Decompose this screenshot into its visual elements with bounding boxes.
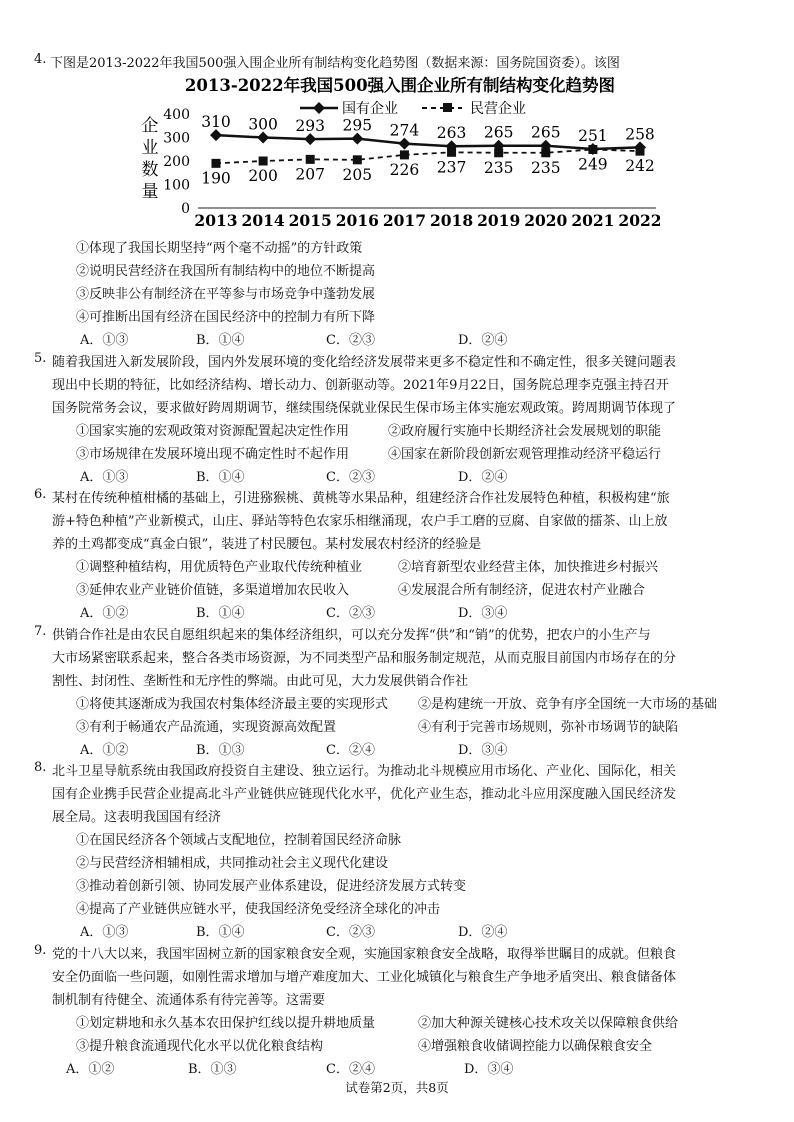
- point-private: [447, 148, 456, 157]
- legend-label-private: 民营企业: [470, 101, 526, 117]
- question-number: 4.: [34, 52, 47, 67]
- data-label-private: 242: [625, 157, 655, 176]
- statement-4: ④发展混合所有制经济，促进农村产业融合: [398, 583, 646, 598]
- data-label-private: 205: [342, 165, 373, 184]
- question-stem-line-2: 游+特色种植”产业新模式，山庄、驿站等特色农家乐相继涌现，农户手工磨的豆腐、自家做的擂茶、山上放: [52, 514, 668, 529]
- data-label-private: 235: [530, 158, 561, 177]
- question-stem-line-1: 党的十八大以来，我国牢固树立新的国家粮食安全观，实施国家粮食安全战略，取得举世瞩目的成就。但粮食: [52, 947, 677, 962]
- question-stem-line-1: 北斗卫星导航系统由我国政府投资自主建设、独立运行。为推动北斗规模应用市场化、产业化、国际化，相关: [52, 764, 677, 779]
- option-a[interactable]: A．①②: [80, 606, 129, 621]
- option-a[interactable]: A．①③: [80, 333, 129, 348]
- x-tick-label: 2019: [477, 211, 521, 230]
- question-stem-line-3: 养的土鸡都变成“真金白银”，装进了村民腰包。某村发展农村经济的经验是: [52, 537, 482, 552]
- option-b[interactable]: B．①④: [196, 470, 245, 485]
- statement-4: ④可推断出国有经济在国民经济中的控制力有所下降: [76, 310, 376, 325]
- point-private: [541, 148, 550, 157]
- statement-1: ①国家实施的宏观政策对资源配置起决定性作用: [76, 424, 350, 439]
- data-label-state: 295: [342, 116, 373, 135]
- question-stem-line-1: 随着我国进入新发展阶段，国内外发展环境的变化给经济发展带来更多不稳定性和不确定性，很多关键问题表: [52, 355, 677, 370]
- option-a[interactable]: A．①③: [80, 925, 129, 940]
- statement-4: ④国家在新阶段创新宏观管理推动经济平稳运行: [388, 447, 662, 462]
- data-label-private: 207: [295, 165, 326, 184]
- y-axis-label-char: 数: [141, 160, 159, 180]
- option-c[interactable]: C．②④: [326, 1062, 375, 1077]
- option-d[interactable]: D．③④: [464, 1062, 514, 1077]
- option-b[interactable]: B．①④: [196, 333, 245, 348]
- statement-2: ②与民营经济相辅相成，共同推动社会主义现代化建设: [76, 856, 389, 871]
- data-label-private: 226: [389, 160, 420, 179]
- y-axis-label: [142, 116, 159, 202]
- statement-2: ②说明民营经济在我国所有制结构中的地位不断提高: [76, 264, 376, 279]
- legend: [300, 100, 526, 117]
- statement-4: ④增强粮食收储调控能力以确保粮食安全: [418, 1039, 653, 1054]
- data-label-private: 235: [483, 158, 514, 177]
- data-label-state: 274: [389, 121, 420, 140]
- y-axis-label-char: 量: [141, 182, 159, 202]
- x-tick-label: 2013: [194, 211, 238, 230]
- statement-1: ①体现了我国长期坚持“两个毫不动摇”的方针政策: [76, 241, 363, 256]
- statement-2: ②政府履行实施中长期经济社会发展规划的职能: [388, 424, 662, 439]
- statement-3: ③有利于畅通农产品流通，实现资源高效配置: [76, 720, 337, 735]
- question-stem-line-3: 制机制有待健全、流通体系有待完善等。这需要: [52, 993, 326, 1008]
- legend-marker-state: [313, 102, 325, 114]
- x-tick-label: 2014: [241, 211, 285, 230]
- data-label-state: 251: [578, 127, 608, 146]
- statement-1: ①划定耕地和永久基本农田保护红线以提升耕地质量: [76, 1016, 376, 1031]
- question-stem-line-3: 割性、封闭性、垄断性和无序性的弊端。由此可见，大力发展供销合作社: [52, 674, 469, 689]
- data-label-private: 190: [201, 169, 231, 188]
- statement-1: ①将使其逐渐成为我国农村集体经济最主要的实现形式: [76, 697, 389, 712]
- point-private: [259, 157, 268, 166]
- question-number: 8.: [34, 760, 47, 775]
- option-a[interactable]: A．①②: [66, 1062, 115, 1077]
- point-private: [306, 155, 315, 164]
- point-private: [353, 155, 362, 164]
- data-label-state: 265: [530, 123, 561, 142]
- option-c[interactable]: C．②③: [326, 606, 375, 621]
- x-tick-label: 2022: [618, 211, 660, 230]
- option-d[interactable]: D．②④: [458, 333, 508, 348]
- series-layer: [201, 113, 655, 187]
- option-a[interactable]: A．①③: [80, 470, 129, 485]
- x-tick-label: 2016: [335, 211, 379, 230]
- question-number: 6.: [34, 487, 47, 502]
- point-private: [212, 159, 221, 168]
- option-b[interactable]: B．①④: [196, 925, 245, 940]
- series-line-state: [216, 135, 640, 149]
- x-tick-label: 2020: [524, 211, 568, 230]
- y-tick-label: 200: [163, 154, 190, 170]
- statement-2: ②是构建统一开放、竞争有序全国统一大市场的基础: [418, 697, 718, 712]
- statement-2: ②加大种源关键核心技术攻关以保障粮食供给: [418, 1016, 679, 1031]
- page-footer: 试卷第2页，共8页: [345, 1080, 449, 1095]
- y-tick-label: 0: [181, 201, 190, 217]
- data-label-state: 293: [295, 117, 326, 136]
- data-label-state: 310: [201, 113, 231, 132]
- line-chart: [140, 74, 660, 232]
- statement-4: ④提高了产业链供应链水平，使我国经济免受经济全球化的冲击: [76, 902, 441, 917]
- y-axis-label-char: 业: [141, 138, 159, 158]
- ownership-trend-chart: [140, 74, 660, 232]
- y-tick-label: 300: [163, 130, 190, 147]
- question-stem-line-2: 现出中长期的特征，比如经济结构、增长动力、创新驱动等。2021年9月22日，国务院总理李克强主持召开: [52, 378, 669, 393]
- legend-label-state: 国有企业: [342, 101, 398, 117]
- question-stem-line-2: 国有企业携手民营企业提高北斗产业链供应链现代化水平，优化产业生态，推动北斗应用深度融入国民经济发: [52, 787, 677, 802]
- question-stem-line-2: 大市场紧密联系起来，整合各类市场资源，为不同类型产品和服务制定规范，从而克服目前国内市场存在的分: [52, 651, 677, 666]
- option-c[interactable]: C．②③: [326, 333, 375, 348]
- statement-3: ③反映非公有制经济在平等参与市场竞争中蓬勃发展: [76, 287, 376, 302]
- data-label-state: 300: [248, 115, 278, 134]
- y-tick-label: 400: [163, 107, 190, 123]
- question-stem-line-3: 国务院常务会议，要求做好跨周期调节，继续围绕保就业保民生保市场主体实施宏观政策。跨周期调节体现了: [52, 401, 677, 416]
- statement-2: ②培育新型农业经营主体，加快推进乡村振兴: [398, 560, 659, 575]
- data-label-private: 200: [248, 167, 278, 185]
- option-d[interactable]: D．③④: [458, 743, 508, 758]
- option-b[interactable]: B．①④: [196, 606, 245, 621]
- option-c[interactable]: C．②③: [326, 470, 375, 485]
- option-a[interactable]: A．①②: [80, 743, 129, 758]
- x-tick-label: 2021: [571, 211, 615, 230]
- question-stem-line-1: 某村在传统种植柑橘的基础上，引进猕猴桃、黄桃等水果品种，组建经济合作社发展特色种植，积极构建“旅: [52, 491, 670, 506]
- data-label-state: 265: [483, 123, 514, 142]
- question-number: 5.: [34, 351, 47, 366]
- series-line-private: [216, 149, 640, 163]
- data-label-state: 263: [436, 124, 467, 143]
- option-b[interactable]: B．①③: [196, 743, 245, 758]
- x-tick-label: 2018: [429, 211, 474, 230]
- point-private: [400, 150, 409, 159]
- option-b[interactable]: B．①③: [188, 1062, 237, 1077]
- option-c[interactable]: C．②④: [326, 743, 375, 758]
- point-private: [494, 148, 503, 157]
- statement-3: ③推动着创新引领、协同发展产业体系建设，促进经济发展方式转变: [76, 879, 467, 894]
- legend-marker-private: [443, 103, 452, 112]
- y-tick-label: 100: [163, 177, 190, 194]
- point-private: [636, 147, 645, 156]
- data-label-private: 249: [578, 155, 608, 174]
- question-stem-line-3: 展全局。这表明我国国有经济: [52, 810, 222, 825]
- point-private: [588, 145, 597, 154]
- data-label-private: 237: [436, 158, 467, 177]
- question-stem-line-2: 安全仍面临一些问题，如刚性需求增加与增产难度加大、工业化城镇化与粮食生产争地矛盾突出、粮食储备体: [52, 970, 677, 985]
- chart-title: 2013-2022年我国500强入围企业所有制结构变化趋势图: [184, 76, 616, 95]
- statement-3: ③延伸农业产业链价值链，多渠道增加农民收入: [76, 583, 350, 598]
- option-d[interactable]: D．③④: [458, 606, 508, 621]
- data-label-state: 258: [625, 125, 655, 144]
- question-stem-line-1: 供销合作社是由农民自愿组织起来的集体经济组织，可以充分发挥“供”和“销”的优势，把农户的小生产与: [52, 628, 651, 643]
- option-d[interactable]: D．②④: [458, 470, 508, 485]
- statement-1: ①在国民经济各个领域占支配地位，控制着国民经济命脉: [76, 833, 402, 848]
- question-number: 7.: [34, 624, 47, 639]
- x-tick-label: 2015: [288, 211, 332, 230]
- question-number: 9.: [34, 943, 47, 958]
- option-d[interactable]: D．②④: [458, 925, 508, 940]
- statement-4: ④有利于完善市场规则，弥补市场调节的缺陷: [418, 720, 679, 735]
- x-tick-label: 2017: [382, 211, 427, 230]
- option-c[interactable]: C．②③: [326, 925, 375, 940]
- statement-3: ③市场规律在发展环境出现不确定性时不起作用: [76, 447, 350, 462]
- statement-3: ③提升粮食流通现代化水平以优化粮食结构: [76, 1039, 324, 1054]
- question-stem: 下图是2013-2022年我国500强入围企业所有制结构变化趋势图（数据来源：国务院国资委）。该图: [50, 56, 620, 71]
- statement-1: ①调整种植结构，用优质特色产业取代传统种植业: [76, 560, 363, 575]
- y-axis-label-char: 企: [141, 116, 159, 136]
